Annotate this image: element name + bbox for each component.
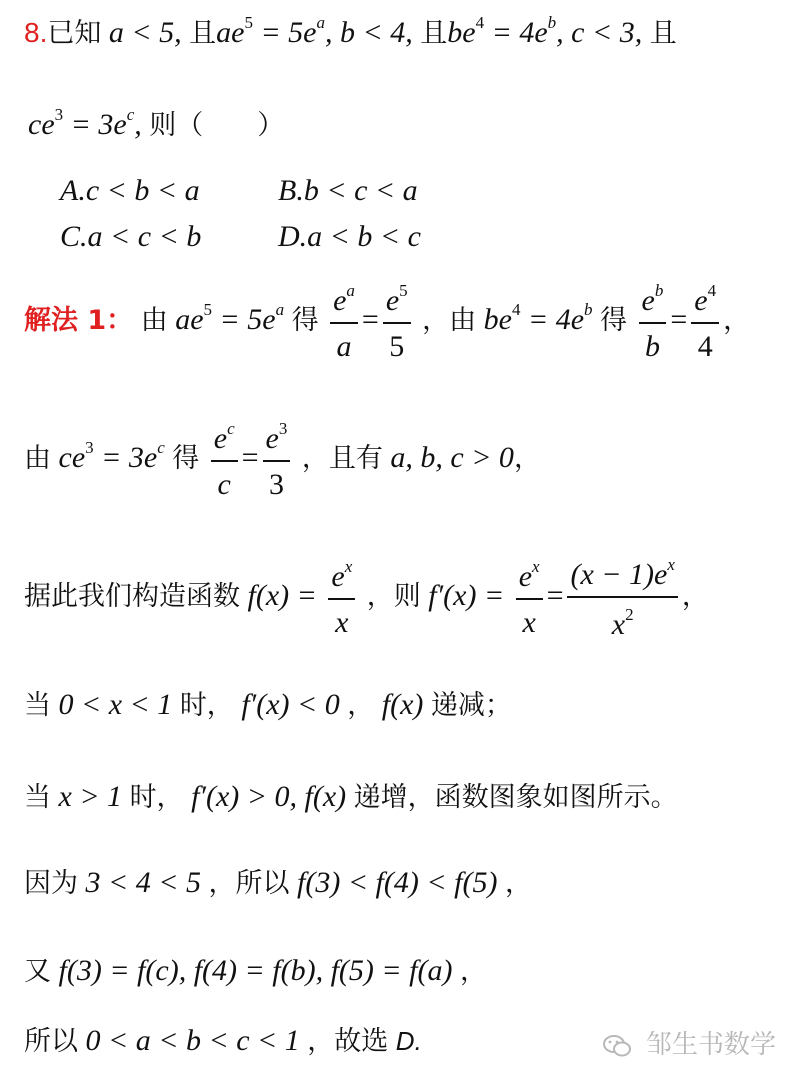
fraction: $\frac{e^5}{5}$	[383, 282, 411, 362]
fraction: $\frac{e^a}{a}$	[330, 282, 358, 362]
problem-statement-line2: $ce^3 = 3e^c$, 则（ ）	[28, 105, 285, 141]
fraction: $\frac{e^x}{x}$	[516, 558, 543, 638]
wechat-icon	[602, 1033, 632, 1059]
fraction: $\frac{(x - 1)e^x}{x^2}$	[567, 556, 677, 640]
solution-label: 解法 1：	[24, 304, 134, 336]
solution-line8: 所以 0 < a < b < c < 1 ，故选 D.	[24, 1024, 422, 1057]
fraction: $\frac{e^x}{x}$	[328, 558, 355, 638]
problem-number: 8.	[24, 17, 48, 48]
solution-line4: 当 0 < x < 1 时， f′(x) < 0 ， f(x) 递减；	[24, 688, 512, 721]
solution-line3: 据此我们构造函数 f(x) = $\frac{e^x}{x}$ ，则 f′(x) = $\frac{e^x}{x}$ = $\frac{(x - 1)e^x}{x^2}$ ，	[24, 555, 709, 641]
solution-line2: 由 $ce^3 = 3e^c$ 得 $\frac{e^c}{c}$ = $\frac{e^3}{3}$ ，且有 a, b, c > 0，	[24, 419, 541, 501]
fraction: $\frac{e^4}{4}$	[691, 282, 719, 362]
fraction: $\frac{e^3}{3}$	[263, 420, 291, 500]
watermark-text: 邹生书数学	[645, 1030, 776, 1060]
solution-line1: 解法 1： 由 $ae^5 = 5e^a$ 得 $\frac{e^a}{a}$ = $\frac{e^5}{5}$ ，由 $be^4 = 4e^b$ 得 $\frac{e^b}{b}$ = $\frac{e^4}{4}$ ，	[24, 281, 751, 363]
solution-line7: 又 f(3) = f(c), f(4) = f(b), f(5) = f(a) ，	[24, 954, 487, 987]
fraction: $\frac{e^b}{b}$	[639, 282, 667, 362]
option-c: C.a < c < b	[60, 220, 202, 253]
problem-statement-line1: 8.已知 a < 5, 且$ae^5 = 5e^a$, b < 4, 且$be^4 = 4e^b$, c < 3, 且	[24, 13, 677, 49]
option-b: B.b < c < a	[278, 174, 418, 207]
solution-line5: 当 x > 1 时， f′(x) > 0, f(x) 递增，函数图象如图所示。	[24, 780, 678, 813]
solution-line6: 因为 3 < 4 < 5 ，所以 f(3) < f(4) < f(5) ，	[24, 866, 532, 899]
option-d: D.a < b < c	[278, 220, 421, 253]
watermark	[602, 1024, 776, 1061]
option-a: A.c < b < a	[60, 174, 200, 207]
fraction: $\frac{e^c}{c}$	[211, 420, 238, 500]
